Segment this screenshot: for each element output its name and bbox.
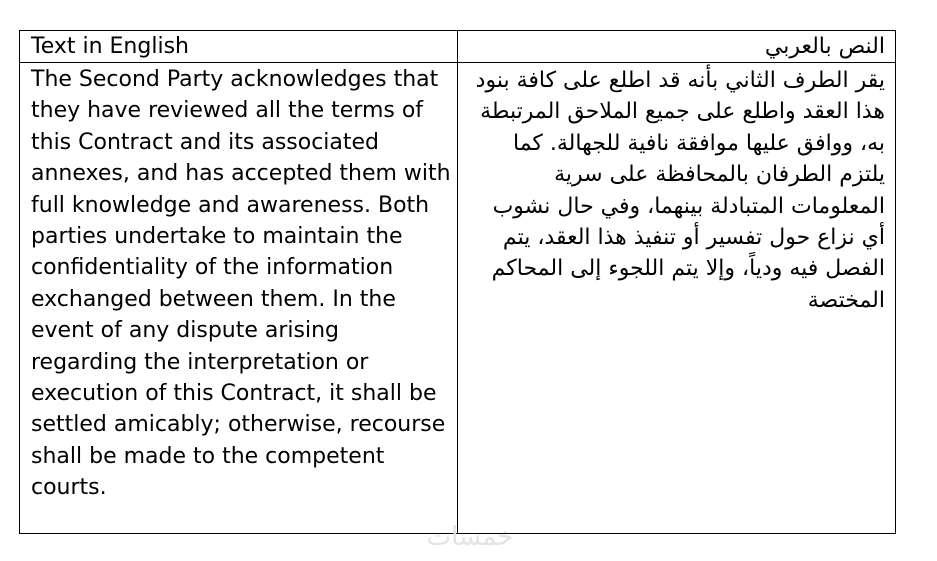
header-cell-arabic xyxy=(458,31,896,63)
header-arabic-text: النص بالعربي xyxy=(764,34,885,59)
table-header-row xyxy=(20,31,896,63)
bilingual-table xyxy=(19,30,896,534)
body-cell-english xyxy=(20,63,458,534)
body-english-text: The Second Party acknowledges that they have reviewed all the terms of this Contract and its associated annexes, and has accepted them with full knowledge and awareness. Both parties undertake to maintain the confidentiality of the information exchanged between them. In the event of any dispute arising regarding the interpretation or execution of this Contract, it shall be settled amicably; otherwise, recourse shall be made to the competent courts. xyxy=(31,67,451,501)
body-cell-arabic xyxy=(458,63,896,534)
table-body-row xyxy=(20,63,896,534)
body-arabic-text: يقر الطرف الثاني بأنه قد اطلع على كافة بنود هذا العقد واطلع على جميع الملاحق المرتبطة به، ووافق عليها موافقة نافية للجهالة. كما يلتزم الطرفان بالمحافظة على سرية المعلومات المتبادلة بينهما، وفي حال نشوب أي نزاع حول تفسير أو تنفيذ هذا العقد، يتم الفصل فيه ودياً، وإلا يتم اللجوء إلى المحاكم المختصة xyxy=(475,68,885,313)
header-cell-english xyxy=(20,31,458,63)
header-english-text: Text in English xyxy=(31,34,189,59)
watermark-logo: خمسات xyxy=(426,522,514,552)
